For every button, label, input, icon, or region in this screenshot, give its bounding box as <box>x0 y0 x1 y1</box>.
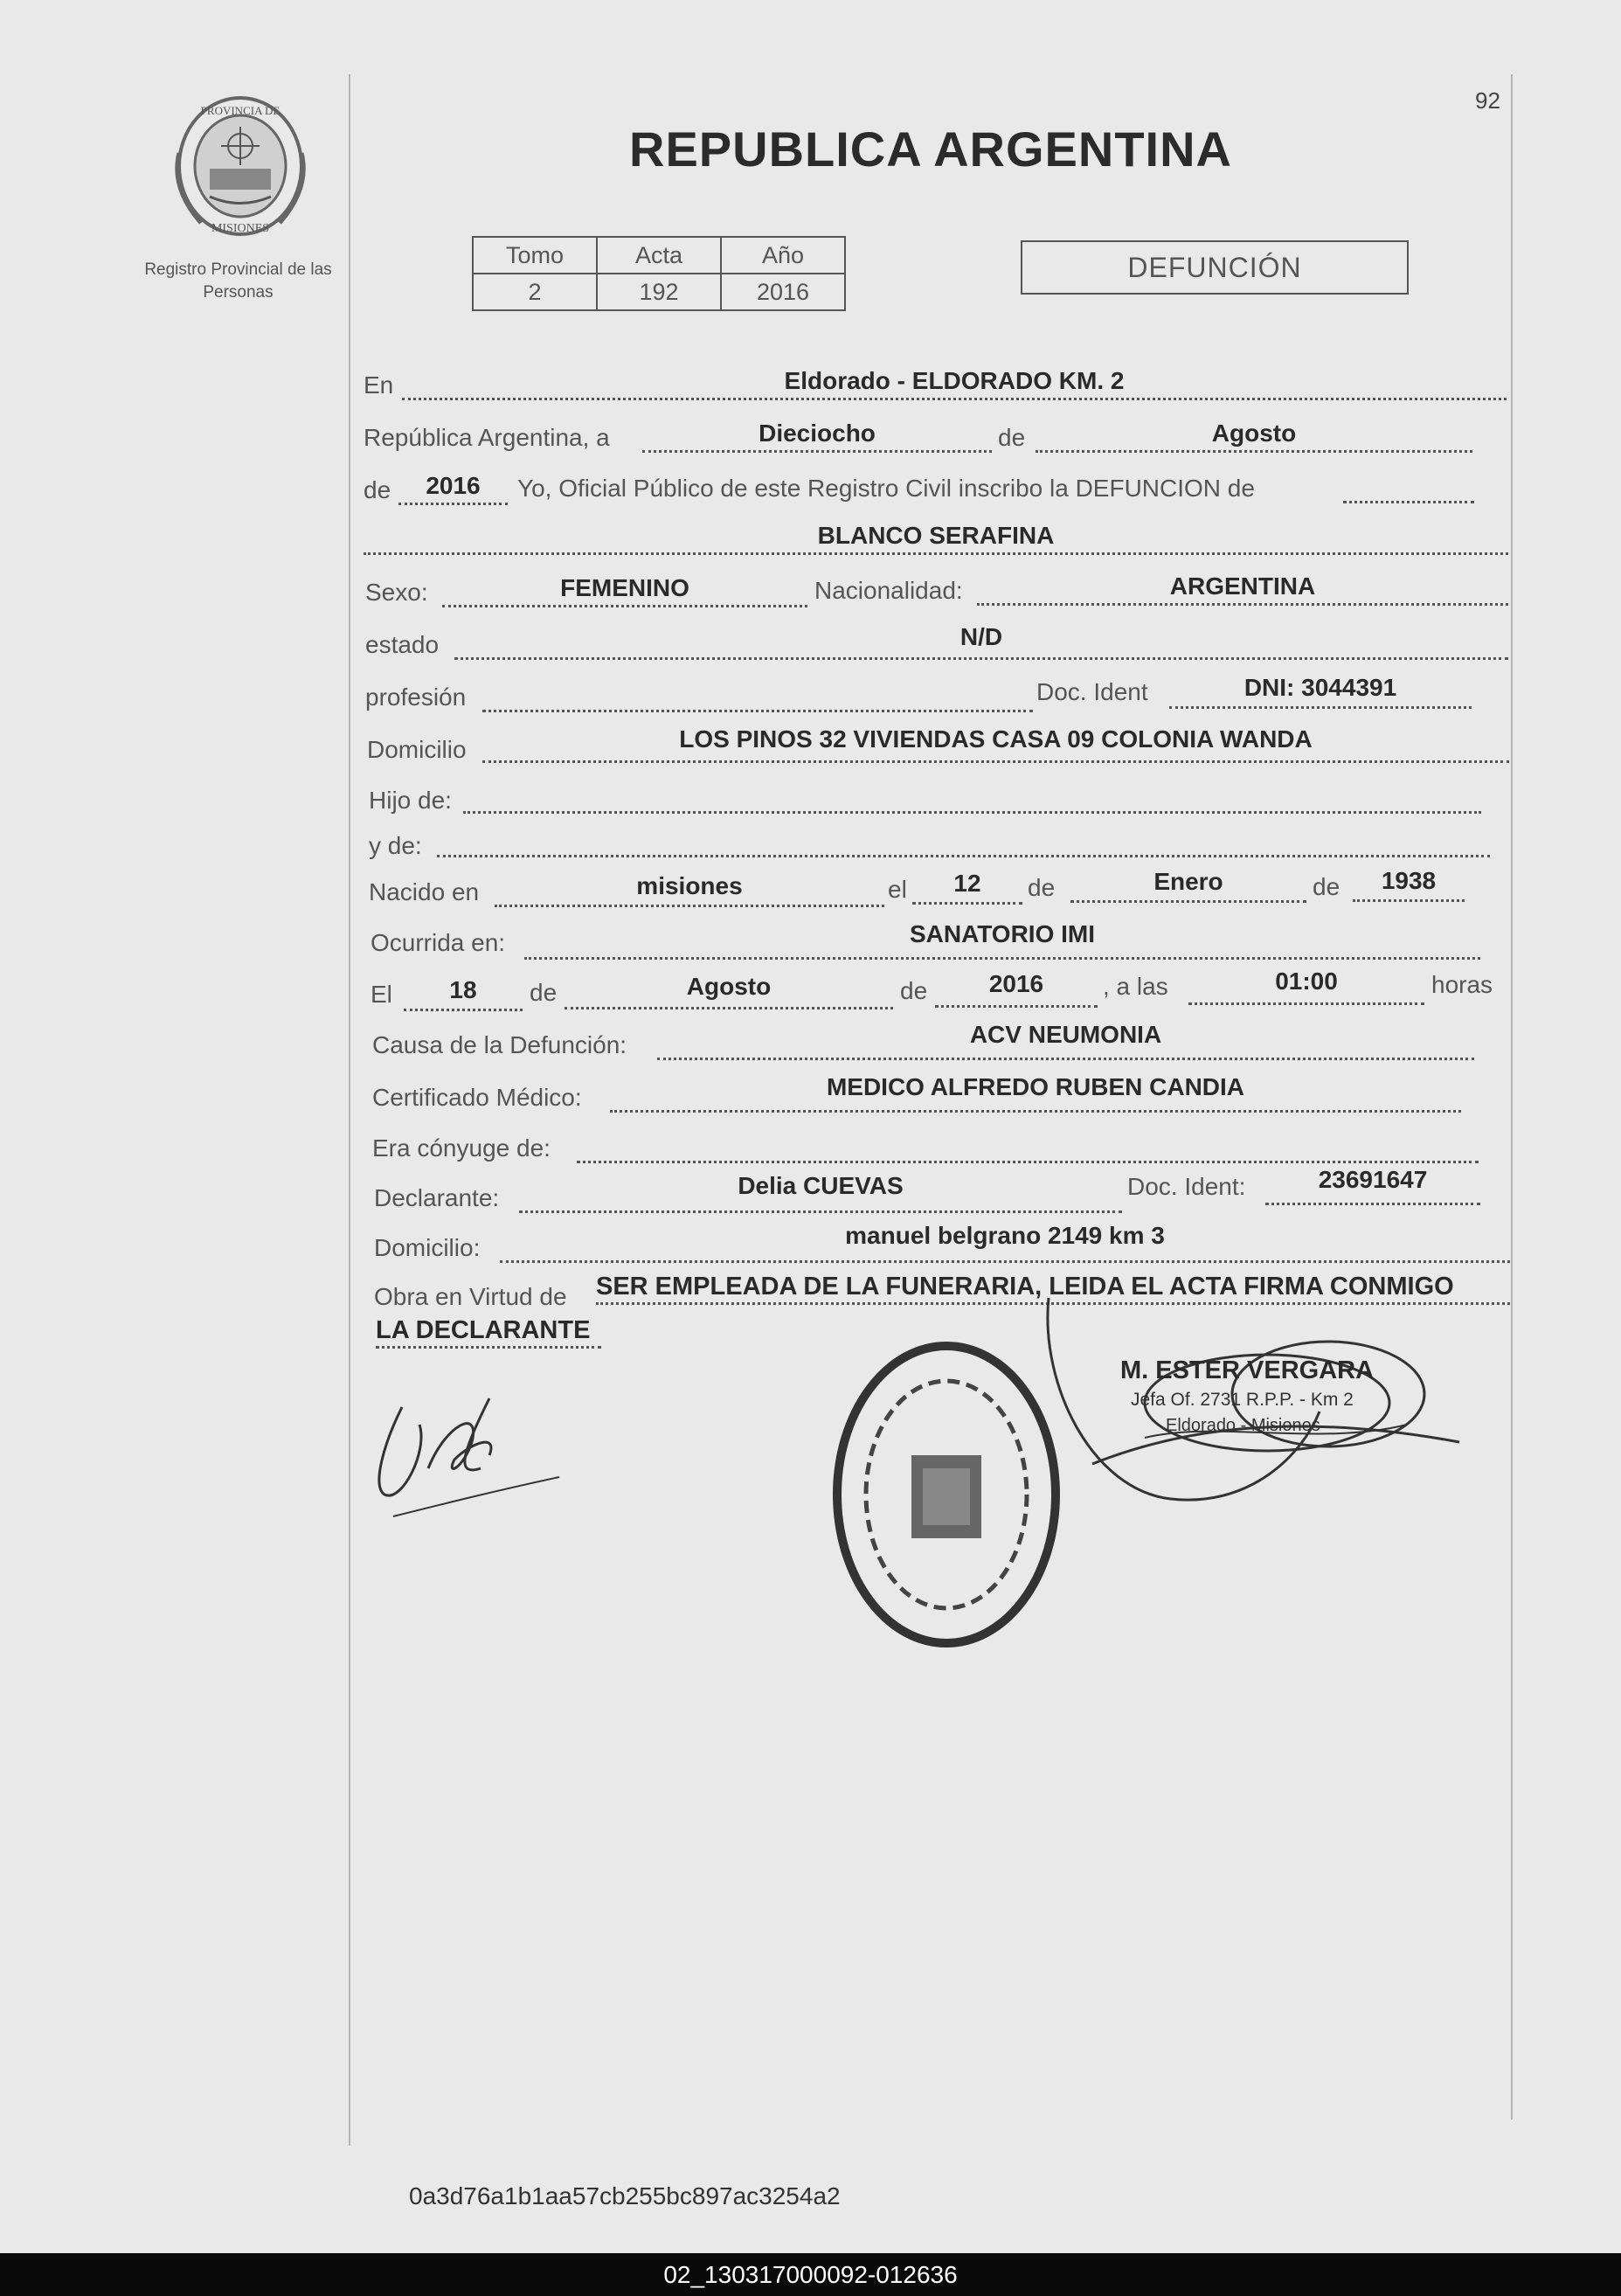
field-line <box>912 902 1022 905</box>
value-hora: 01:00 <box>1275 968 1338 995</box>
value-mes: Agosto <box>1211 420 1297 447</box>
label-horas: horas <box>1431 971 1493 998</box>
field-line <box>376 1346 601 1349</box>
label-profesion: profesión <box>365 683 467 711</box>
value-nacionalidad: ARGENTINA <box>1169 572 1316 600</box>
label-doc-ident: Doc. Ident <box>1036 678 1148 705</box>
field-line <box>1169 706 1472 709</box>
field-line <box>565 1007 893 1009</box>
label-causa: Causa de la Defunción: <box>372 1031 627 1058</box>
field-line <box>404 1009 523 1011</box>
label-de: de <box>530 979 558 1006</box>
label-estado: estado <box>365 631 440 658</box>
right-margin-rule <box>1511 74 1513 2119</box>
registry-seal-icon <box>828 1333 1064 1656</box>
value-nacido-en: misiones <box>636 872 743 899</box>
value-declarante-domicilio: manuel belgrano 2149 km 3 <box>845 1222 1165 1249</box>
record-table <box>472 236 846 311</box>
value-declarante-doc: 23691647 <box>1318 1166 1428 1193</box>
label-domicilio-colon: Domicilio: <box>374 1234 481 1261</box>
value-nac-dia: 12 <box>953 870 981 897</box>
field-line <box>500 1260 1510 1263</box>
field-line <box>437 855 1490 857</box>
label-doc-ident-colon: Doc. Ident: <box>1127 1173 1246 1200</box>
page-number: 92 <box>1475 87 1500 114</box>
stamp-name: M. ESTER VERGARA <box>1120 1356 1375 1384</box>
acta-header: Acta <box>597 237 721 274</box>
document-hash: 0a3d76a1b1aa57cb255bc897ac3254a2 <box>409 2182 841 2209</box>
label-en: En <box>364 371 394 399</box>
label-nacionalidad: Nacionalidad: <box>814 577 963 604</box>
value-obra-2: LA DECLARANTE <box>376 1316 591 1344</box>
label-domicilio: Domicilio <box>367 736 467 763</box>
label-yo: Yo, Oficial Público de este Registro Civil inscribo la DEFUNCION de <box>517 475 1255 502</box>
label-de: de <box>900 977 928 1004</box>
value-lugar: Eldorado - ELDORADO KM. 2 <box>784 367 1125 394</box>
value-sexo: FEMENINO <box>560 574 689 601</box>
field-line <box>1343 501 1474 503</box>
label-de: de <box>1313 873 1340 900</box>
tomo-value: 2 <box>473 274 597 310</box>
field-line <box>495 905 884 907</box>
ano-header: Año <box>721 237 845 274</box>
field-line <box>1036 450 1472 453</box>
label-de: de <box>998 424 1026 451</box>
label-a-las: , a las <box>1103 973 1168 1000</box>
field-line <box>442 605 807 607</box>
crest-top-text: PROVINCIA DE <box>200 104 281 117</box>
value-def-anio: 2016 <box>988 970 1044 997</box>
stamp-title: Jefa Of. 2731 R.P.P. - Km 2 <box>1131 1390 1354 1410</box>
acta-value: 192 <box>597 274 721 310</box>
field-line <box>577 1161 1479 1163</box>
label-y-de: y de: <box>369 832 422 859</box>
label-sexo: Sexo: <box>365 579 428 606</box>
field-line <box>463 811 1481 814</box>
value-nombre: BLANCO SERAFINA <box>817 522 1055 549</box>
value-certificado: MEDICO ALFREDO RUBEN CANDIA <box>826 1073 1245 1100</box>
declarant-signature <box>367 1372 577 1530</box>
field-line <box>482 760 1509 763</box>
tomo-header: Tomo <box>473 237 597 274</box>
registry-label: Registro Provincial de las Personas <box>144 260 332 302</box>
field-line <box>402 398 1507 400</box>
field-line <box>398 503 508 505</box>
value-nac-anio: 1938 <box>1381 867 1437 894</box>
field-line <box>1070 900 1306 903</box>
label-de: de <box>364 476 391 503</box>
label-el: el <box>888 876 907 903</box>
value-estado: N/D <box>959 623 1003 650</box>
label-de: de <box>1028 874 1056 901</box>
value-anio: 2016 <box>426 472 481 499</box>
crest-bottom-text: MISIONES <box>211 222 270 235</box>
label-nacido-en: Nacido en <box>369 878 480 905</box>
value-causa: ACV NEUMONIA <box>969 1021 1162 1048</box>
field-line <box>610 1110 1461 1113</box>
label-obra: Obra en Virtud de <box>374 1283 567 1310</box>
ano-value: 2016 <box>721 274 845 310</box>
field-line <box>519 1210 1122 1213</box>
field-line <box>1188 1002 1424 1005</box>
stamp-location: Eldorado - Misiones <box>1166 1416 1320 1435</box>
value-domicilio: LOS PINOS 32 VIVIENDAS CASA 09 COLONIA WANDA <box>679 725 1313 753</box>
value-ocurrida-en: SANATORIO IMI <box>909 920 1096 947</box>
record-type-box: DEFUNCIÓN <box>1021 240 1409 295</box>
field-line <box>1265 1203 1480 1205</box>
value-doc: DNI: 3044391 <box>1243 674 1397 701</box>
value-nac-mes: Enero <box>1153 868 1223 895</box>
field-line <box>642 450 992 453</box>
field-line <box>364 552 1508 555</box>
field-line <box>977 603 1508 606</box>
field-line <box>482 710 1033 712</box>
field-line <box>935 1005 1098 1008</box>
value-declarante: Delia CUEVAS <box>738 1172 904 1199</box>
label-declarante: Declarante: <box>374 1184 500 1211</box>
label-hijo-de: Hijo de: <box>369 787 452 814</box>
label-el-cap: El <box>371 981 392 1008</box>
document-title: REPUBLICA ARGENTINA <box>629 121 1232 177</box>
value-def-mes: Agosto <box>686 973 772 1000</box>
value-obra-1: SER EMPLEADA DE LA FUNERARIA, LEIDA EL ACTA FIRMA CONMIGO <box>596 1273 1454 1301</box>
field-line <box>454 657 1508 660</box>
label-conyuge: Era cónyuge de: <box>372 1134 551 1162</box>
value-dia-letras: Dieciocho <box>759 420 876 447</box>
left-margin-rule <box>349 74 350 2146</box>
label-ocurrida-en: Ocurrida en: <box>371 929 506 956</box>
label-republica: República Argentina, a <box>364 424 610 451</box>
field-line <box>657 1058 1474 1060</box>
provincial-crest-icon <box>166 92 315 240</box>
footer-id: 02_130317000092-012636 <box>0 2253 1621 2296</box>
value-def-dia: 18 <box>449 976 477 1003</box>
label-certificado: Certificado Médico: <box>372 1084 582 1111</box>
field-line <box>524 957 1480 960</box>
field-line <box>1353 899 1465 902</box>
